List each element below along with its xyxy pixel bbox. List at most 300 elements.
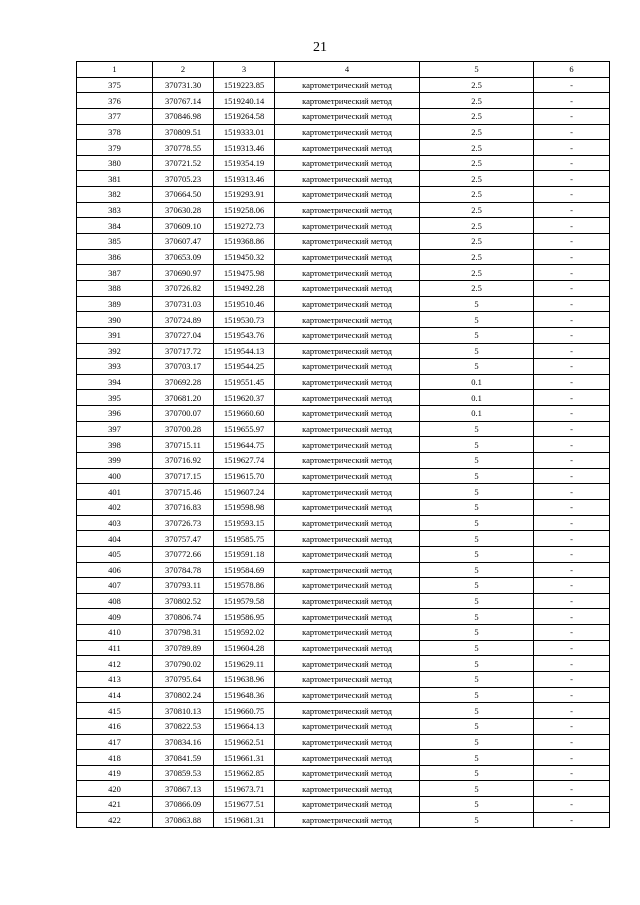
accuracy-cell: 5 bbox=[420, 453, 534, 469]
note-cell: - bbox=[534, 515, 610, 531]
table-row bbox=[77, 781, 610, 797]
y-coordinate-cell: 1519677.51 bbox=[214, 797, 275, 813]
column-header: 4 bbox=[275, 62, 420, 78]
accuracy-cell: 5 bbox=[420, 593, 534, 609]
point-number-cell: 418 bbox=[77, 750, 153, 766]
y-coordinate-cell: 1519593.15 bbox=[214, 515, 275, 531]
accuracy-cell: 5 bbox=[420, 499, 534, 515]
x-coordinate-cell: 370630.28 bbox=[153, 202, 214, 218]
table-row bbox=[77, 734, 610, 750]
accuracy-cell: 2.5 bbox=[420, 155, 534, 171]
table-row bbox=[77, 562, 610, 578]
table-row bbox=[77, 296, 610, 312]
point-number-cell: 391 bbox=[77, 327, 153, 343]
coordinates-table bbox=[76, 61, 610, 828]
point-number-cell: 402 bbox=[77, 499, 153, 515]
point-number-cell: 407 bbox=[77, 578, 153, 594]
y-coordinate-cell: 1519475.98 bbox=[214, 265, 275, 281]
x-coordinate-cell: 370859.53 bbox=[153, 765, 214, 781]
x-coordinate-cell: 370726.73 bbox=[153, 515, 214, 531]
table-row bbox=[77, 374, 610, 390]
x-coordinate-cell: 370866.09 bbox=[153, 797, 214, 813]
note-cell: - bbox=[534, 249, 610, 265]
y-coordinate-cell: 1519673.71 bbox=[214, 781, 275, 797]
x-coordinate-cell: 370802.52 bbox=[153, 593, 214, 609]
y-coordinate-cell: 1519240.14 bbox=[214, 93, 275, 109]
accuracy-cell: 5 bbox=[420, 734, 534, 750]
x-coordinate-cell: 370705.23 bbox=[153, 171, 214, 187]
method-cell: картометрический метод bbox=[275, 124, 420, 140]
point-number-cell: 398 bbox=[77, 437, 153, 453]
accuracy-cell: 5 bbox=[420, 531, 534, 547]
method-cell: картометрический метод bbox=[275, 390, 420, 406]
x-coordinate-cell: 370834.16 bbox=[153, 734, 214, 750]
y-coordinate-cell: 1519584.69 bbox=[214, 562, 275, 578]
accuracy-cell: 5 bbox=[420, 781, 534, 797]
note-cell: - bbox=[534, 187, 610, 203]
x-coordinate-cell: 370790.02 bbox=[153, 656, 214, 672]
method-cell: картометрический метод bbox=[275, 515, 420, 531]
table-row bbox=[77, 687, 610, 703]
note-cell: - bbox=[534, 734, 610, 750]
note-cell: - bbox=[534, 234, 610, 250]
method-cell: картометрический метод bbox=[275, 640, 420, 656]
accuracy-cell: 5 bbox=[420, 656, 534, 672]
x-coordinate-cell: 370809.51 bbox=[153, 124, 214, 140]
note-cell: - bbox=[534, 812, 610, 828]
table-row bbox=[77, 155, 610, 171]
note-cell: - bbox=[534, 280, 610, 296]
table-row bbox=[77, 234, 610, 250]
table-row bbox=[77, 640, 610, 656]
accuracy-cell: 2.5 bbox=[420, 218, 534, 234]
method-cell: картометрический метод bbox=[275, 734, 420, 750]
method-cell: картометрический метод bbox=[275, 218, 420, 234]
point-number-cell: 384 bbox=[77, 218, 153, 234]
method-cell: картометрический метод bbox=[275, 812, 420, 828]
point-number-cell: 387 bbox=[77, 265, 153, 281]
accuracy-cell: 5 bbox=[420, 296, 534, 312]
accuracy-cell: 5 bbox=[420, 718, 534, 734]
x-coordinate-cell: 370726.82 bbox=[153, 280, 214, 296]
x-coordinate-cell: 370789.89 bbox=[153, 640, 214, 656]
method-cell: картометрический метод bbox=[275, 625, 420, 641]
note-cell: - bbox=[534, 765, 610, 781]
method-cell: картометрический метод bbox=[275, 171, 420, 187]
point-number-cell: 413 bbox=[77, 671, 153, 687]
accuracy-cell: 5 bbox=[420, 484, 534, 500]
x-coordinate-cell: 370653.09 bbox=[153, 249, 214, 265]
y-coordinate-cell: 1519530.73 bbox=[214, 312, 275, 328]
y-coordinate-cell: 1519644.75 bbox=[214, 437, 275, 453]
accuracy-cell: 2.5 bbox=[420, 187, 534, 203]
method-cell: картометрический метод bbox=[275, 703, 420, 719]
note-cell: - bbox=[534, 421, 610, 437]
point-number-cell: 393 bbox=[77, 359, 153, 375]
table-row bbox=[77, 656, 610, 672]
method-cell: картометрический метод bbox=[275, 327, 420, 343]
accuracy-cell: 5 bbox=[420, 312, 534, 328]
note-cell: - bbox=[534, 296, 610, 312]
y-coordinate-cell: 1519661.31 bbox=[214, 750, 275, 766]
point-number-cell: 403 bbox=[77, 515, 153, 531]
y-coordinate-cell: 1519264.58 bbox=[214, 108, 275, 124]
point-number-cell: 385 bbox=[77, 234, 153, 250]
y-coordinate-cell: 1519629.11 bbox=[214, 656, 275, 672]
table-row bbox=[77, 546, 610, 562]
point-number-cell: 421 bbox=[77, 797, 153, 813]
method-cell: картометрический метод bbox=[275, 343, 420, 359]
column-header: 3 bbox=[214, 62, 275, 78]
x-coordinate-cell: 370690.97 bbox=[153, 265, 214, 281]
x-coordinate-cell: 370806.74 bbox=[153, 609, 214, 625]
point-number-cell: 388 bbox=[77, 280, 153, 296]
method-cell: картометрический метод bbox=[275, 421, 420, 437]
y-coordinate-cell: 1519551.45 bbox=[214, 374, 275, 390]
note-cell: - bbox=[534, 750, 610, 766]
table-row bbox=[77, 280, 610, 296]
method-cell: картометрический метод bbox=[275, 312, 420, 328]
method-cell: картометрический метод bbox=[275, 593, 420, 609]
table-row bbox=[77, 359, 610, 375]
method-cell: картометрический метод bbox=[275, 280, 420, 296]
method-cell: картометрический метод bbox=[275, 484, 420, 500]
table-row bbox=[77, 515, 610, 531]
accuracy-cell: 2.5 bbox=[420, 265, 534, 281]
table-row bbox=[77, 187, 610, 203]
method-cell: картометрический метод bbox=[275, 374, 420, 390]
point-number-cell: 378 bbox=[77, 124, 153, 140]
accuracy-cell: 5 bbox=[420, 812, 534, 828]
note-cell: - bbox=[534, 546, 610, 562]
point-number-cell: 386 bbox=[77, 249, 153, 265]
x-coordinate-cell: 370692.28 bbox=[153, 374, 214, 390]
point-number-cell: 411 bbox=[77, 640, 153, 656]
accuracy-cell: 5 bbox=[420, 343, 534, 359]
y-coordinate-cell: 1519578.86 bbox=[214, 578, 275, 594]
point-number-cell: 408 bbox=[77, 593, 153, 609]
method-cell: картометрический метод bbox=[275, 406, 420, 422]
x-coordinate-cell: 370716.83 bbox=[153, 499, 214, 515]
method-cell: картометрический метод bbox=[275, 93, 420, 109]
accuracy-cell: 5 bbox=[420, 797, 534, 813]
accuracy-cell: 0.1 bbox=[420, 390, 534, 406]
x-coordinate-cell: 370721.52 bbox=[153, 155, 214, 171]
method-cell: картометрический метод bbox=[275, 797, 420, 813]
method-cell: картометрический метод bbox=[275, 546, 420, 562]
y-coordinate-cell: 1519591.18 bbox=[214, 546, 275, 562]
note-cell: - bbox=[534, 108, 610, 124]
y-coordinate-cell: 1519258.06 bbox=[214, 202, 275, 218]
column-header: 1 bbox=[77, 62, 153, 78]
y-coordinate-cell: 1519293.91 bbox=[214, 187, 275, 203]
note-cell: - bbox=[534, 781, 610, 797]
accuracy-cell: 2.5 bbox=[420, 93, 534, 109]
table-header-row bbox=[77, 62, 610, 78]
x-coordinate-cell: 370703.17 bbox=[153, 359, 214, 375]
accuracy-cell: 2.5 bbox=[420, 234, 534, 250]
x-coordinate-cell: 370798.31 bbox=[153, 625, 214, 641]
table-row bbox=[77, 703, 610, 719]
column-header: 5 bbox=[420, 62, 534, 78]
accuracy-cell: 5 bbox=[420, 468, 534, 484]
note-cell: - bbox=[534, 327, 610, 343]
x-coordinate-cell: 370731.30 bbox=[153, 77, 214, 93]
method-cell: картометрический метод bbox=[275, 578, 420, 594]
accuracy-cell: 5 bbox=[420, 562, 534, 578]
note-cell: - bbox=[534, 124, 610, 140]
method-cell: картометрический метод bbox=[275, 765, 420, 781]
y-coordinate-cell: 1519333.01 bbox=[214, 124, 275, 140]
method-cell: картометрический метод bbox=[275, 562, 420, 578]
point-number-cell: 400 bbox=[77, 468, 153, 484]
method-cell: картометрический метод bbox=[275, 781, 420, 797]
y-coordinate-cell: 1519579.58 bbox=[214, 593, 275, 609]
method-cell: картометрический метод bbox=[275, 155, 420, 171]
method-cell: картометрический метод bbox=[275, 77, 420, 93]
y-coordinate-cell: 1519655.97 bbox=[214, 421, 275, 437]
x-coordinate-cell: 370822.53 bbox=[153, 718, 214, 734]
accuracy-cell: 5 bbox=[420, 765, 534, 781]
note-cell: - bbox=[534, 531, 610, 547]
table-row bbox=[77, 812, 610, 828]
method-cell: картометрический метод bbox=[275, 468, 420, 484]
point-number-cell: 396 bbox=[77, 406, 153, 422]
y-coordinate-cell: 1519313.46 bbox=[214, 140, 275, 156]
x-coordinate-cell: 370715.46 bbox=[153, 484, 214, 500]
table-row bbox=[77, 327, 610, 343]
y-coordinate-cell: 1519681.31 bbox=[214, 812, 275, 828]
table-row bbox=[77, 625, 610, 641]
y-coordinate-cell: 1519510.46 bbox=[214, 296, 275, 312]
y-coordinate-cell: 1519660.60 bbox=[214, 406, 275, 422]
x-coordinate-cell: 370784.78 bbox=[153, 562, 214, 578]
y-coordinate-cell: 1519368.86 bbox=[214, 234, 275, 250]
x-coordinate-cell: 370772.66 bbox=[153, 546, 214, 562]
accuracy-cell: 5 bbox=[420, 703, 534, 719]
point-number-cell: 410 bbox=[77, 625, 153, 641]
table-row bbox=[77, 609, 610, 625]
table-row bbox=[77, 218, 610, 234]
point-number-cell: 389 bbox=[77, 296, 153, 312]
table-row bbox=[77, 531, 610, 547]
note-cell: - bbox=[534, 140, 610, 156]
x-coordinate-cell: 370778.55 bbox=[153, 140, 214, 156]
point-number-cell: 420 bbox=[77, 781, 153, 797]
y-coordinate-cell: 1519586.95 bbox=[214, 609, 275, 625]
table-row bbox=[77, 797, 610, 813]
y-coordinate-cell: 1519627.74 bbox=[214, 453, 275, 469]
point-number-cell: 392 bbox=[77, 343, 153, 359]
y-coordinate-cell: 1519598.98 bbox=[214, 499, 275, 515]
point-number-cell: 416 bbox=[77, 718, 153, 734]
x-coordinate-cell: 370607.47 bbox=[153, 234, 214, 250]
method-cell: картометрический метод bbox=[275, 656, 420, 672]
accuracy-cell: 2.5 bbox=[420, 140, 534, 156]
note-cell: - bbox=[534, 202, 610, 218]
point-number-cell: 381 bbox=[77, 171, 153, 187]
table-row bbox=[77, 499, 610, 515]
x-coordinate-cell: 370700.28 bbox=[153, 421, 214, 437]
method-cell: картометрический метод bbox=[275, 499, 420, 515]
note-cell: - bbox=[534, 578, 610, 594]
note-cell: - bbox=[534, 359, 610, 375]
x-coordinate-cell: 370841.59 bbox=[153, 750, 214, 766]
x-coordinate-cell: 370727.04 bbox=[153, 327, 214, 343]
accuracy-cell: 2.5 bbox=[420, 249, 534, 265]
table-row bbox=[77, 108, 610, 124]
x-coordinate-cell: 370716.92 bbox=[153, 453, 214, 469]
x-coordinate-cell: 370731.03 bbox=[153, 296, 214, 312]
accuracy-cell: 5 bbox=[420, 640, 534, 656]
note-cell: - bbox=[534, 312, 610, 328]
note-cell: - bbox=[534, 562, 610, 578]
accuracy-cell: 5 bbox=[420, 750, 534, 766]
table-row bbox=[77, 202, 610, 218]
x-coordinate-cell: 370846.98 bbox=[153, 108, 214, 124]
accuracy-cell: 2.5 bbox=[420, 280, 534, 296]
table-row bbox=[77, 453, 610, 469]
table-row bbox=[77, 578, 610, 594]
method-cell: картометрический метод bbox=[275, 671, 420, 687]
note-cell: - bbox=[534, 656, 610, 672]
x-coordinate-cell: 370757.47 bbox=[153, 531, 214, 547]
method-cell: картометрический метод bbox=[275, 609, 420, 625]
accuracy-cell: 2.5 bbox=[420, 171, 534, 187]
table-row bbox=[77, 484, 610, 500]
note-cell: - bbox=[534, 390, 610, 406]
y-coordinate-cell: 1519620.37 bbox=[214, 390, 275, 406]
x-coordinate-cell: 370802.24 bbox=[153, 687, 214, 703]
point-number-cell: 415 bbox=[77, 703, 153, 719]
point-number-cell: 419 bbox=[77, 765, 153, 781]
method-cell: картометрический метод bbox=[275, 202, 420, 218]
point-number-cell: 406 bbox=[77, 562, 153, 578]
accuracy-cell: 2.5 bbox=[420, 124, 534, 140]
point-number-cell: 409 bbox=[77, 609, 153, 625]
x-coordinate-cell: 370717.72 bbox=[153, 343, 214, 359]
table-row bbox=[77, 750, 610, 766]
x-coordinate-cell: 370664.50 bbox=[153, 187, 214, 203]
note-cell: - bbox=[534, 218, 610, 234]
y-coordinate-cell: 1519492.28 bbox=[214, 280, 275, 296]
point-number-cell: 375 bbox=[77, 77, 153, 93]
column-header: 6 bbox=[534, 62, 610, 78]
note-cell: - bbox=[534, 687, 610, 703]
point-number-cell: 405 bbox=[77, 546, 153, 562]
table-row bbox=[77, 406, 610, 422]
method-cell: картометрический метод bbox=[275, 140, 420, 156]
y-coordinate-cell: 1519607.24 bbox=[214, 484, 275, 500]
table-row bbox=[77, 437, 610, 453]
column-header: 2 bbox=[153, 62, 214, 78]
x-coordinate-cell: 370795.64 bbox=[153, 671, 214, 687]
x-coordinate-cell: 370681.20 bbox=[153, 390, 214, 406]
x-coordinate-cell: 370810.13 bbox=[153, 703, 214, 719]
method-cell: картометрический метод bbox=[275, 108, 420, 124]
y-coordinate-cell: 1519664.13 bbox=[214, 718, 275, 734]
table-row bbox=[77, 593, 610, 609]
method-cell: картометрический метод bbox=[275, 187, 420, 203]
method-cell: картометрический метод bbox=[275, 265, 420, 281]
y-coordinate-cell: 1519638.96 bbox=[214, 671, 275, 687]
table-row bbox=[77, 765, 610, 781]
accuracy-cell: 5 bbox=[420, 359, 534, 375]
table-row bbox=[77, 671, 610, 687]
point-number-cell: 397 bbox=[77, 421, 153, 437]
point-number-cell: 399 bbox=[77, 453, 153, 469]
y-coordinate-cell: 1519592.02 bbox=[214, 625, 275, 641]
page-number: 21 bbox=[313, 40, 327, 55]
point-number-cell: 380 bbox=[77, 155, 153, 171]
table-row bbox=[77, 468, 610, 484]
point-number-cell: 394 bbox=[77, 374, 153, 390]
method-cell: картометрический метод bbox=[275, 234, 420, 250]
y-coordinate-cell: 1519660.75 bbox=[214, 703, 275, 719]
x-coordinate-cell: 370793.11 bbox=[153, 578, 214, 594]
y-coordinate-cell: 1519662.51 bbox=[214, 734, 275, 750]
note-cell: - bbox=[534, 171, 610, 187]
point-number-cell: 404 bbox=[77, 531, 153, 547]
accuracy-cell: 5 bbox=[420, 578, 534, 594]
y-coordinate-cell: 1519354.19 bbox=[214, 155, 275, 171]
x-coordinate-cell: 370867.13 bbox=[153, 781, 214, 797]
y-coordinate-cell: 1519604.28 bbox=[214, 640, 275, 656]
table-row bbox=[77, 124, 610, 140]
accuracy-cell: 2.5 bbox=[420, 202, 534, 218]
accuracy-cell: 0.1 bbox=[420, 374, 534, 390]
table-row bbox=[77, 390, 610, 406]
accuracy-cell: 2.5 bbox=[420, 77, 534, 93]
accuracy-cell: 5 bbox=[420, 327, 534, 343]
method-cell: картометрический метод bbox=[275, 531, 420, 547]
method-cell: картометрический метод bbox=[275, 359, 420, 375]
y-coordinate-cell: 1519544.13 bbox=[214, 343, 275, 359]
note-cell: - bbox=[534, 625, 610, 641]
note-cell: - bbox=[534, 77, 610, 93]
y-coordinate-cell: 1519450.32 bbox=[214, 249, 275, 265]
table-row bbox=[77, 343, 610, 359]
point-number-cell: 379 bbox=[77, 140, 153, 156]
method-cell: картометрический метод bbox=[275, 687, 420, 703]
table-row bbox=[77, 140, 610, 156]
point-number-cell: 422 bbox=[77, 812, 153, 828]
note-cell: - bbox=[534, 671, 610, 687]
point-number-cell: 376 bbox=[77, 93, 153, 109]
note-cell: - bbox=[534, 718, 610, 734]
y-coordinate-cell: 1519615.70 bbox=[214, 468, 275, 484]
method-cell: картометрический метод bbox=[275, 249, 420, 265]
point-number-cell: 390 bbox=[77, 312, 153, 328]
note-cell: - bbox=[534, 797, 610, 813]
note-cell: - bbox=[534, 640, 610, 656]
note-cell: - bbox=[534, 484, 610, 500]
point-number-cell: 395 bbox=[77, 390, 153, 406]
accuracy-cell: 5 bbox=[420, 671, 534, 687]
accuracy-cell: 5 bbox=[420, 515, 534, 531]
table-row bbox=[77, 312, 610, 328]
table-row bbox=[77, 421, 610, 437]
table-row bbox=[77, 249, 610, 265]
table-row bbox=[77, 265, 610, 281]
point-number-cell: 414 bbox=[77, 687, 153, 703]
note-cell: - bbox=[534, 609, 610, 625]
accuracy-cell: 5 bbox=[420, 687, 534, 703]
accuracy-cell: 5 bbox=[420, 625, 534, 641]
x-coordinate-cell: 370609.10 bbox=[153, 218, 214, 234]
y-coordinate-cell: 1519313.46 bbox=[214, 171, 275, 187]
method-cell: картометрический метод bbox=[275, 750, 420, 766]
